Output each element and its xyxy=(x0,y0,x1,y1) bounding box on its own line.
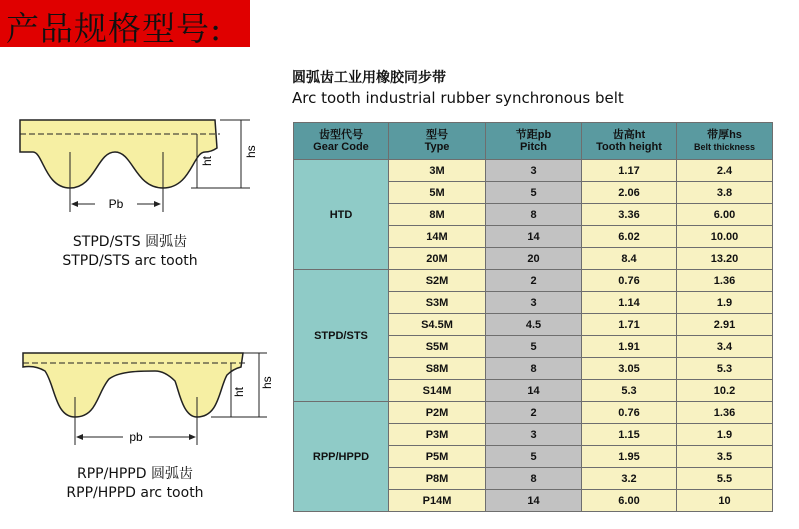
table-row: 8M 8 3.36 6.00 xyxy=(294,204,773,226)
gear-code-rpp-hppd: RPP/HPPD xyxy=(294,402,389,512)
table-title-en: Arc tooth industrial rubber synchronous belt xyxy=(292,89,624,107)
specification-table xyxy=(293,122,773,512)
heading-banner xyxy=(0,0,250,47)
label-ht: ht xyxy=(200,155,214,166)
stpd-sts-tooth-diagram xyxy=(15,112,265,222)
table-row: P8M 8 3.2 5.5 xyxy=(294,468,773,490)
gear-code-stpd-sts: STPD/STS xyxy=(294,270,389,402)
table-row: 5M 5 2.06 3.8 xyxy=(294,182,773,204)
header-belt-thickness: 带厚hs Belt thickness xyxy=(677,123,773,160)
table-row: S3M 3 1.14 1.9 xyxy=(294,292,773,314)
caption-stpd-cn: STPD/STS 圆弧齿 xyxy=(72,234,188,250)
gear-code-htd: HTD xyxy=(294,160,389,270)
label-pb-bottom: pb xyxy=(129,430,143,444)
table-row: P5M 5 1.95 3.5 xyxy=(294,446,773,468)
header-gear-code: 齿型代号 Gear Code xyxy=(294,123,389,160)
table-row: 20M 20 8.4 13.20 xyxy=(294,248,773,270)
label-hs: hs xyxy=(244,145,258,158)
caption-rpp-en: RPP/HPPD arc tooth xyxy=(66,485,204,501)
table-row: S8M 8 3.05 5.3 xyxy=(294,358,773,380)
label-ht-bottom: ht xyxy=(232,386,246,397)
rpp-hppd-tooth-diagram xyxy=(15,345,275,455)
header-tooth-height: 齿高ht Tooth height xyxy=(582,123,677,160)
caption-stpd-en: STPD/STS arc tooth xyxy=(62,253,198,269)
table-row: STPD/STS S2M 2 0.76 1.36 xyxy=(294,270,773,292)
table-row: P3M 3 1.15 1.9 xyxy=(294,424,773,446)
banner-title: 产品规格型号: xyxy=(6,9,223,48)
table-title-cn: 圆弧齿工业用橡胶同步带 xyxy=(292,70,446,86)
header-type: 型号 Type xyxy=(389,123,486,160)
table-row: 14M 14 6.02 10.00 xyxy=(294,226,773,248)
table-row: RPP/HPPD P2M 2 0.76 1.36 xyxy=(294,402,773,424)
label-pb: Pb xyxy=(108,197,124,211)
table-row: HTD 3M 3 1.17 2.4 xyxy=(294,160,773,182)
header-pitch: 节距pb Pitch xyxy=(486,123,582,160)
table-header-row xyxy=(294,123,773,160)
label-hs-bottom: hs xyxy=(260,376,274,389)
table-row: S14M 14 5.3 10.2 xyxy=(294,380,773,402)
caption-rpp-cn: RPP/HPPD 圆弧齿 xyxy=(77,466,193,482)
table-row: S4.5M 4.5 1.71 2.91 xyxy=(294,314,773,336)
table-row: S5M 5 1.91 3.4 xyxy=(294,336,773,358)
table-row: P14M 14 6.00 10 xyxy=(294,490,773,512)
